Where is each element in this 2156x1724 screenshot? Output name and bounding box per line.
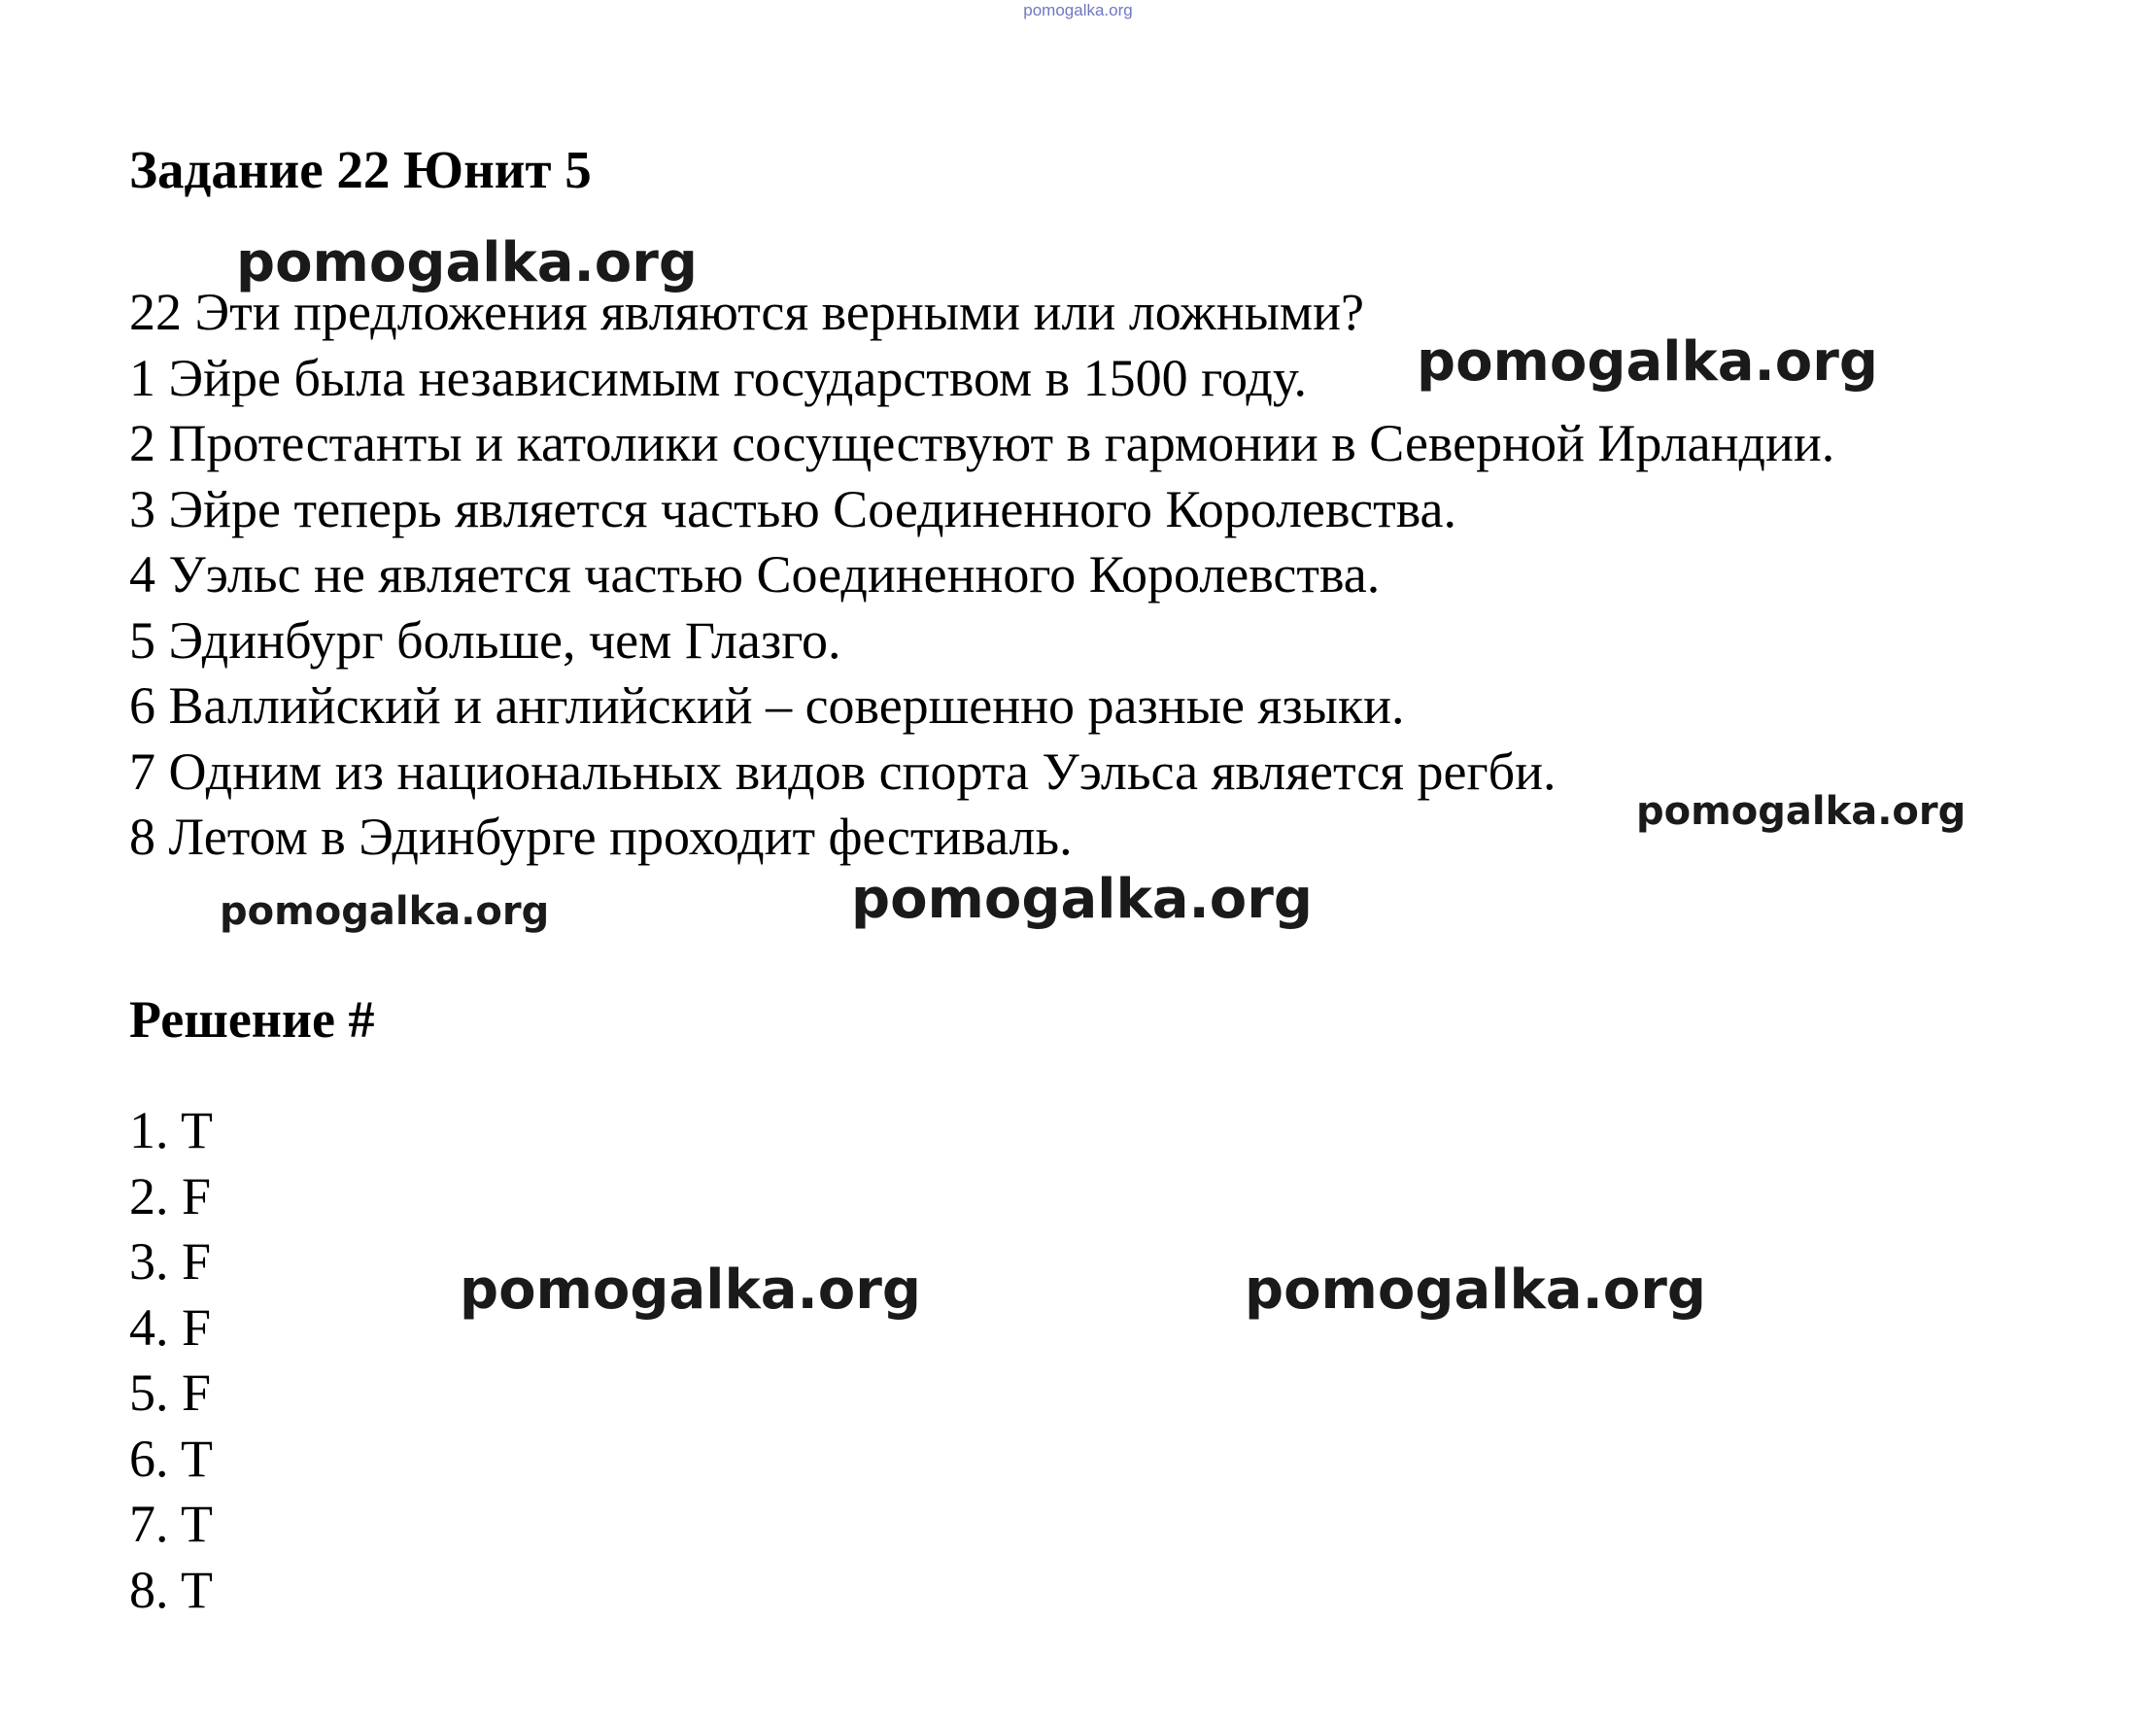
statement-item: 8 Летом в Эдинбурге проходит фестиваль. bbox=[129, 808, 1073, 866]
statement-item: 2 Протестанты и католики сосуществуют в гармонии в Северной Ирландии. bbox=[129, 414, 1835, 472]
answer-item: 2. F bbox=[129, 1166, 212, 1225]
answer-item: 1. T bbox=[129, 1101, 214, 1159]
watermark: pomogalka.org bbox=[1417, 330, 1878, 394]
question-prompt: 22 Эти предложения являются верными или ложными? bbox=[129, 283, 1364, 341]
answer-item: 6. T bbox=[129, 1429, 214, 1488]
answer-item: 7. T bbox=[129, 1495, 214, 1553]
statement-item: 6 Валлийский и английский – совершенно разные языки. bbox=[129, 676, 1405, 735]
top-watermark: pomogalka.org bbox=[1023, 1, 1133, 19]
page-title: Задание 22 Юнит 5 bbox=[129, 140, 592, 199]
statement-item: 4 Уэльс не является частью Соединенного Королевства. bbox=[129, 545, 1381, 603]
answer-item: 8. T bbox=[129, 1560, 214, 1619]
answer-item: 3. F bbox=[129, 1232, 212, 1291]
statement-item: 3 Эйре теперь является частью Соединенного Королевства. bbox=[129, 479, 1456, 538]
statement-item: 5 Эдинбург больше, чем Глазго. bbox=[129, 610, 841, 670]
answer-item: 4. F bbox=[129, 1297, 212, 1357]
watermark: pomogalka.org bbox=[460, 1259, 921, 1322]
watermark: pomogalka.org bbox=[220, 889, 550, 934]
answer-list bbox=[129, 1098, 213, 1623]
statement-item: 1 Эйре была независимым государством в 1500 году. bbox=[129, 348, 1307, 407]
watermark: pomogalka.org bbox=[236, 231, 698, 294]
statement-item: 7 Одним из национальных видов спорта Уэльса является регби. bbox=[129, 741, 1557, 801]
watermark: pomogalka.org bbox=[851, 868, 1313, 931]
answer-item: 5. F bbox=[129, 1363, 212, 1422]
solution-title: Решение # bbox=[129, 990, 375, 1049]
watermark: pomogalka.org bbox=[1636, 789, 1967, 834]
watermark: pomogalka.org bbox=[1245, 1259, 1706, 1322]
